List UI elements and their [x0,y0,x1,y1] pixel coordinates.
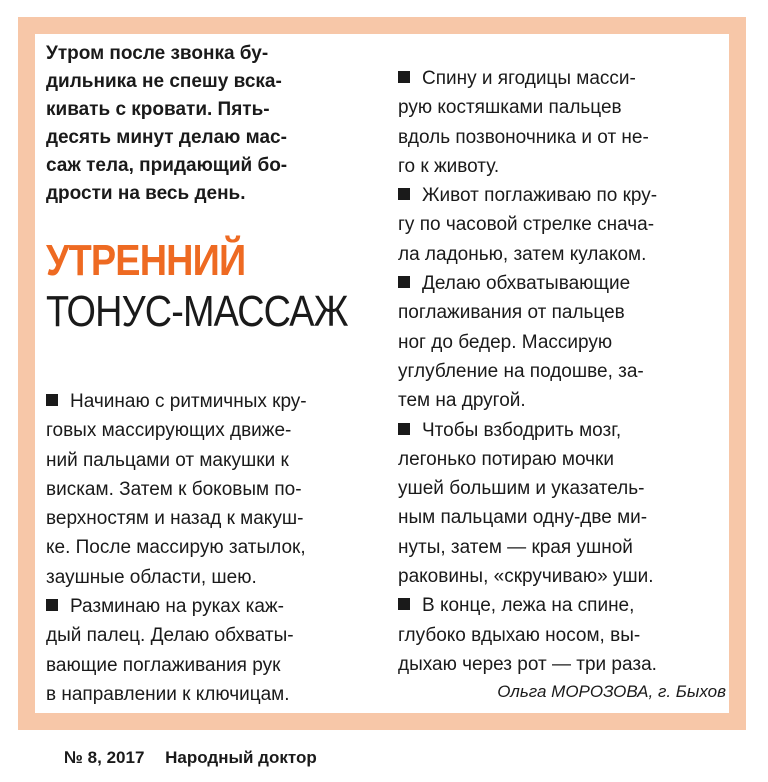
paragraph-line-text: рую костяшками пальцев [398,97,622,119]
paragraph-line [398,416,724,445]
lead-line: саж тела, придающий бо- [46,155,288,176]
paragraph-line [398,474,724,503]
paragraph-line [398,269,724,298]
paragraph-line-text: легонько потираю мочки [398,448,614,470]
square-bullet-icon [398,423,410,435]
paragraph-line [398,328,724,357]
paragraph-line-text: раковины, «скручиваю» уши. [398,566,654,588]
paragraph-line [398,298,724,327]
paragraph-line-text: в направлении к ключицам. [46,683,290,705]
paragraph-line-text: ла ладонью, затем кулаком. [398,243,647,265]
paragraph-line-text: ке. После массирую затылок, [46,537,306,559]
paragraph-line [46,475,372,504]
author-signature: Ольга МОРОЗОВА, г. Быхов [497,682,726,701]
lead-line: дрости на весь день. [46,183,246,204]
paragraph-line [398,562,724,591]
paragraph-line-text: Чтобы взбодрить мозг, [422,419,622,441]
headline-accent: УТРЕННИЙ [46,236,246,285]
paragraph-line [398,591,724,620]
paragraph-line-text: В конце, лежа на спине, [422,595,635,617]
lead-line: кивать с кровати. Пять- [46,99,270,120]
lead-block [46,40,372,208]
lead-line: десять минут делаю мас- [46,127,287,148]
square-bullet-icon [46,599,58,611]
paragraph-line [398,64,724,93]
paragraph-line [398,123,724,152]
lead-paragraph [46,40,372,208]
paragraph-line [46,446,372,475]
paragraph-line [398,93,724,122]
paragraph-line [46,621,372,650]
paragraph-line [46,387,372,416]
paragraph-line-text: го к животу. [398,155,500,177]
page-footer [64,748,317,768]
article-column-right [398,64,724,679]
paragraph-line-text: вдоль позвоночника и от не- [398,126,649,148]
paragraph-line [398,386,724,415]
article-column-left [46,387,372,709]
paragraph-line [398,650,724,679]
paragraph-line-text: Живот поглаживаю по кру- [422,185,658,207]
paragraph-line [398,503,724,532]
paragraph-line-text: ног до бедер. Массирую [398,331,613,353]
paragraph-line-text: гу по часовой стрелке снача- [398,214,655,236]
paragraph-line-text: тем на другой. [398,390,526,412]
paragraph-line [398,357,724,386]
paragraph-line [46,504,372,533]
paragraph-line [46,651,372,680]
paragraph-line [46,592,372,621]
paragraph-line [398,181,724,210]
paragraph-line [46,680,372,709]
paragraph-line [398,533,724,562]
paragraph-line-text: заушные области, шею. [46,566,257,588]
paragraph-line [398,621,724,650]
paragraph-line-text: говых массирующих движе- [46,420,292,442]
paragraph-line-text: верхностям и назад к макуш- [46,508,304,530]
paragraph-line [46,563,372,592]
square-bullet-icon [398,598,410,610]
lead-line: Утром после звонка бу- [46,43,269,64]
paragraph-line-text: Делаю обхватывающие [422,273,631,295]
paragraph-line [398,445,724,474]
paragraph-line [46,533,372,562]
issue-number: № 8, 2017 [64,748,145,767]
square-bullet-icon [398,276,410,288]
paragraph-line-text: Разминаю на руках каж- [70,596,284,618]
paragraph-line-text: вискам. Затем к боковым по- [46,478,302,500]
square-bullet-icon [46,394,58,406]
paragraph-line-text: дыхаю через рот — три раза. [398,653,657,675]
square-bullet-icon [398,71,410,83]
paragraph-line-text: вающие поглаживания рук [46,654,281,676]
paragraph-line [398,210,724,239]
headline-main: ТОНУС-МАССАЖ [46,287,348,336]
square-bullet-icon [398,188,410,200]
paragraph-line-text: углубление на подошве, за- [398,360,644,382]
paragraph-line-text: ным пальцами одну-две ми- [398,507,648,529]
paragraph-line-text: Начинаю с ритмичных кру- [70,391,307,412]
paragraph-line [46,416,372,445]
paragraph-line-text: нуты, затем — края ушной [398,536,633,558]
paragraph-line [398,240,724,269]
paragraph-line-text: ний пальцами от макушки к [46,449,289,471]
paragraph-line-text: поглаживания от пальцев [398,302,625,324]
paragraph-line [398,152,724,181]
publication-name: Народный доктор [165,748,317,767]
article-headline [46,236,372,338]
paragraph-line-text: Спину и ягодицы масси- [422,68,636,89]
paragraph-line-text: глубоко вдыхаю носом, вы- [398,624,641,646]
paragraph-line-text: ушей большим и указатель- [398,478,645,500]
paragraph-line-text: дый палец. Делаю обхваты- [46,625,294,647]
lead-line: дильника не спешу вска- [46,71,282,92]
